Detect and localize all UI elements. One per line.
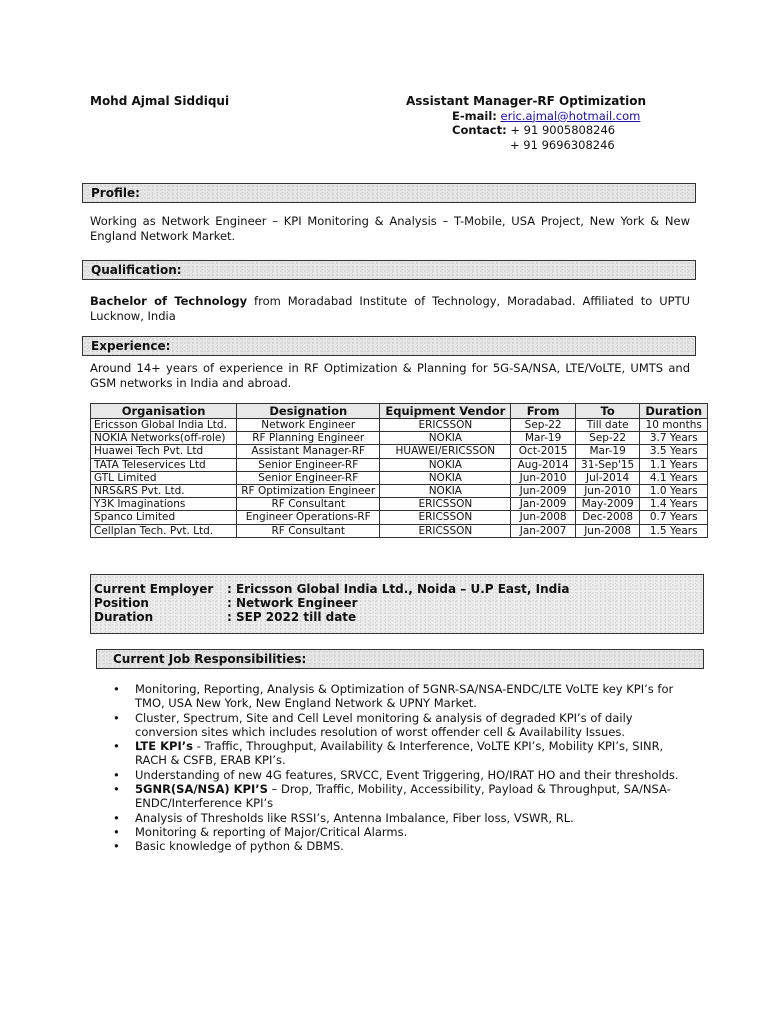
cell-vendor: NOKIA xyxy=(380,471,511,484)
duration-label: Duration xyxy=(94,610,154,624)
item-bold: 5GNR(SA/NSA) KPI’S xyxy=(135,782,268,797)
list-item xyxy=(113,811,693,825)
cell-duration: 1.1 Years xyxy=(640,458,708,471)
cell-from: Jan-2007 xyxy=(511,524,576,537)
candidate-name: Mohd Ajmal Siddiqui xyxy=(90,94,230,108)
contact-block xyxy=(406,94,646,152)
col-duration: Duration xyxy=(640,404,708,419)
experience-summary: Around 14+ years of experience in RF Optimization & Planning for 5G-SA/NSA, LTE/VoLTE, UMTS and GSM networks in India and abroad. xyxy=(90,361,690,390)
cell-from: Sep-22 xyxy=(511,419,576,432)
duration-value: : SEP 2022 till date xyxy=(227,610,357,624)
table-row xyxy=(91,524,708,537)
cell-vendor: ERICSSON xyxy=(380,498,511,511)
cell-duration: 0.7 Years xyxy=(640,511,708,524)
cell-to: May-2009 xyxy=(575,498,640,511)
cell-vendor: ERICSSON xyxy=(380,511,511,524)
list-item xyxy=(113,711,693,740)
bullet-icon: • xyxy=(113,682,120,696)
cell-vendor: ERICSSON xyxy=(380,524,511,537)
bullet-icon: • xyxy=(113,810,120,825)
item-bold: LTE KPI’s xyxy=(135,739,193,754)
email-label: E-mail: xyxy=(452,108,497,123)
cell-to: Jun-2010 xyxy=(575,485,640,498)
table-header-row xyxy=(91,404,708,419)
email-row xyxy=(406,109,646,124)
col-to: To xyxy=(575,404,640,419)
cell-organisation: NRS&RS Pvt. Ltd. xyxy=(91,485,237,498)
responsibilities-heading: Current Job Responsibilities: xyxy=(113,652,307,666)
table-row xyxy=(91,498,708,511)
bullet-icon: • xyxy=(113,839,120,854)
item-text: – Drop, Traffic, Mobility, Accessibility, Payload & Throughput, SA/NSA-ENDC/Interference KPI’s xyxy=(135,782,671,811)
cell-from: Jan-2009 xyxy=(511,498,576,511)
cell-duration: 1.5 Years xyxy=(640,524,708,537)
bullet-icon: • xyxy=(113,824,120,839)
cell-designation: RF Optimization Engineer xyxy=(237,485,380,498)
cell-vendor: ERICSSON xyxy=(380,419,511,432)
item-text: Understanding of new 4G features, SRVCC, Event Triggering, HO/IRAT HO and their thresholds. xyxy=(135,767,679,782)
table-row xyxy=(91,511,708,524)
cell-vendor: HUAWEI/ERICSSON xyxy=(380,445,511,458)
bullet-icon: • xyxy=(113,782,120,797)
cell-to: 31-Sep'15 xyxy=(575,458,640,471)
col-organisation: Organisation xyxy=(91,404,237,419)
phone-primary: + 91 9005808246 xyxy=(510,123,616,137)
position-value: : Network Engineer xyxy=(227,596,358,610)
cell-from: Jun-2009 xyxy=(511,485,576,498)
col-from: From xyxy=(511,404,576,419)
bullet-icon: • xyxy=(113,767,120,782)
col-designation: Designation xyxy=(237,404,380,419)
contact-row xyxy=(406,123,646,138)
list-item xyxy=(113,682,693,711)
employer-row xyxy=(94,582,569,596)
item-text: Monitoring, Reporting, Analysis & Optimization of 5GNR-SA/NSA-ENDC/LTE VoLTE key KPI’s for TMO, USA New York, New England Network & UPNY Market. xyxy=(135,682,674,711)
table-row xyxy=(91,458,708,471)
table-row xyxy=(91,432,708,445)
email-link[interactable]: eric.ajmal@hotmail.com xyxy=(500,108,641,123)
cell-designation: Senior Engineer-RF xyxy=(237,458,380,471)
profile-heading: Profile: xyxy=(91,186,140,200)
cell-from: Oct-2015 xyxy=(511,445,576,458)
list-item xyxy=(113,839,693,853)
item-text: Basic knowledge of python & DBMS. xyxy=(135,839,344,854)
cell-duration: 1.0 Years xyxy=(640,485,708,498)
cell-duration: 4.1 Years xyxy=(640,471,708,484)
list-item xyxy=(113,825,693,839)
cell-organisation: Spanco Limited xyxy=(91,511,237,524)
cell-duration: 1.4 Years xyxy=(640,498,708,511)
item-text: - Traffic, Throughput, Availability & Interference, VoLTE KPI’s, Mobility KPI’s, SINR, RACH & CSFB, ERAB KPI’s. xyxy=(135,739,664,768)
cell-organisation: NOKIA Networks(off-role) xyxy=(91,432,237,445)
cell-organisation: Y3K Imaginations xyxy=(91,498,237,511)
item-text: Analysis of Thresholds like RSSI’s, Antenna Imbalance, Fiber loss, VSWR, RL. xyxy=(135,810,574,825)
current-employer-box xyxy=(90,574,704,634)
cell-designation: Senior Engineer-RF xyxy=(237,471,380,484)
list-item xyxy=(113,782,693,811)
cell-organisation: Ericsson Global India Ltd. xyxy=(91,419,237,432)
cell-designation: Network Engineer xyxy=(237,419,380,432)
cell-to: Till date xyxy=(575,419,640,432)
job-title: Assistant Manager-RF Optimization xyxy=(406,94,647,108)
phone-secondary: + 91 9696308246 xyxy=(510,137,615,152)
cell-organisation: TATA Teleservices Ltd xyxy=(91,458,237,471)
cell-designation: Assistant Manager-RF xyxy=(237,445,380,458)
qualification-heading: Qualification: xyxy=(91,263,182,277)
qualification-section-bar xyxy=(82,260,696,280)
responsibilities-list xyxy=(113,682,693,854)
table-row xyxy=(91,471,708,484)
list-item xyxy=(113,768,693,782)
employer-value: : Ericsson Global India Ltd., Noida – U.P East, India xyxy=(227,582,570,596)
cell-duration: 3.5 Years xyxy=(640,445,708,458)
cell-designation: RF Consultant xyxy=(237,498,380,511)
bullet-icon: • xyxy=(113,710,120,725)
cell-vendor: NOKIA xyxy=(380,432,511,445)
cell-organisation: GTL Limited xyxy=(91,471,237,484)
profile-section-bar xyxy=(82,183,696,203)
cell-organisation: Cellplan Tech. Pvt. Ltd. xyxy=(91,524,237,537)
col-vendor: Equipment Vendor xyxy=(380,404,511,419)
cell-to: Jul-2014 xyxy=(575,471,640,484)
qualification-detail: from Moradabad Institute of Technology, Moradabad. Affiliated to UPTU Lucknow, India xyxy=(90,294,690,323)
list-item xyxy=(113,739,693,768)
cell-to: Dec-2008 xyxy=(575,511,640,524)
position-label: Position xyxy=(94,596,149,610)
cell-vendor: NOKIA xyxy=(380,485,511,498)
item-text: Monitoring & reporting of Major/Critical Alarms. xyxy=(135,824,408,839)
cell-duration: 10 months xyxy=(640,419,708,432)
duration-row xyxy=(94,610,356,624)
cell-to: Mar-19 xyxy=(575,445,640,458)
degree-name: Bachelor of Technology xyxy=(90,294,248,308)
table-row xyxy=(91,445,708,458)
cell-from: Jun-2010 xyxy=(511,471,576,484)
profile-text: Working as Network Engineer – KPI Monitoring & Analysis – T-Mobile, USA Project, New York & New England Network Market. xyxy=(90,214,690,243)
responsibilities-section-bar xyxy=(96,649,704,669)
position-row xyxy=(94,596,357,610)
cell-from: Mar-19 xyxy=(511,432,576,445)
cell-designation: RF Consultant xyxy=(237,524,380,537)
experience-table xyxy=(90,403,708,538)
cell-vendor: NOKIA xyxy=(380,458,511,471)
experience-heading: Experience: xyxy=(91,339,171,353)
contact-label: Contact: xyxy=(452,123,507,137)
cell-from: Aug-2014 xyxy=(511,458,576,471)
qualification-text xyxy=(90,294,690,323)
experience-section-bar xyxy=(82,336,696,356)
cell-duration: 3.7 Years xyxy=(640,432,708,445)
item-text: Cluster, Spectrum, Site and Cell Level monitoring & analysis of degraded KPI’s of daily conversion sites which includes resolution of worst offender cell & Availability Issues. xyxy=(135,710,633,739)
cell-from: Jun-2008 xyxy=(511,511,576,524)
cell-organisation: Huawei Tech Pvt. Ltd xyxy=(91,445,237,458)
table-row xyxy=(91,419,708,432)
bullet-icon: • xyxy=(113,739,120,754)
cell-to: Sep-22 xyxy=(575,432,640,445)
table-row xyxy=(91,485,708,498)
cell-designation: Engineer Operations-RF xyxy=(237,511,380,524)
cell-to: Jun-2008 xyxy=(575,524,640,537)
employer-label: Current Employer xyxy=(94,582,214,596)
cell-designation: RF Planning Engineer xyxy=(237,432,380,445)
